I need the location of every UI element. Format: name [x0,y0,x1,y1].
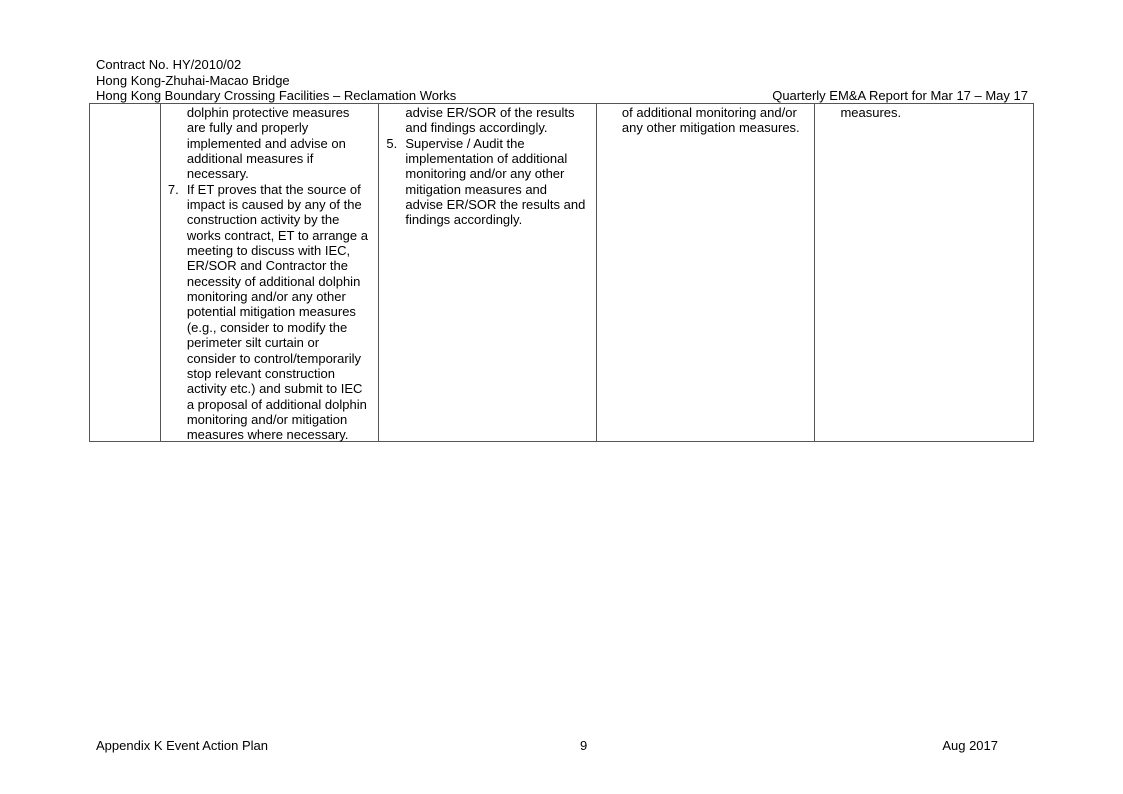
project-name: Hong Kong-Zhuhai-Macao Bridge [96,72,290,88]
report-date: Aug 2017 [942,738,998,753]
page-header [96,57,1028,104]
table-col-iec [379,104,597,441]
appendix-title: Appendix K Event Action Plan [96,738,269,753]
list-number: 5. [386,135,398,151]
col2-item5-text: Supervise / Audit the implementation of additional monitoring and/or any other mitigation measures and advise ER/SOR the results and findings accordingly. [405,135,586,228]
list-item [168,182,379,443]
col1-cont-text: dolphin protective measures are fully and properly implemented and advise on additional measures if necessary. [186,105,350,182]
contract-number: Contract No. HY/2010/02 [96,57,242,72]
event-action-table [89,103,1034,442]
table-col-et [161,104,380,441]
list-item [386,136,596,228]
header-row [96,88,1028,104]
page-footer [96,738,998,753]
col1-item7-text: If ET proves that the source of impact is caused by any of the construction activity by the works contract, ET to arrange a meeting to discuss with IEC, ER/SOR and Contractor the necessity of additional dolphin monitoring and/or any other potential mitigation measures (e.g., consider to modify the perimeter silt curtain or consider to control/temporarily stop relevant construction activity etc.) and submit to IEC a proposal of additional dolphin monitoring and/or mitigation measures where necessary. [186,181,368,443]
col2-cont-text: advise ER/SOR of the results and findings accordingly. [405,105,575,136]
table-col-er [597,104,816,441]
list-number: 7. [167,181,179,197]
col3-text: of additional monitoring and/or any other mitigation measures. [621,105,800,136]
facility-name: Hong Kong Boundary Crossing Facilities – Reclamation Works [96,88,457,103]
report-title: Quarterly EM&A Report for Mar 17 – May 17 [772,88,1028,103]
table-col-contractor [815,104,1033,441]
table-col-event [90,104,161,441]
col4-text: measures. [840,105,902,120]
page-number: 9 [580,738,588,753]
